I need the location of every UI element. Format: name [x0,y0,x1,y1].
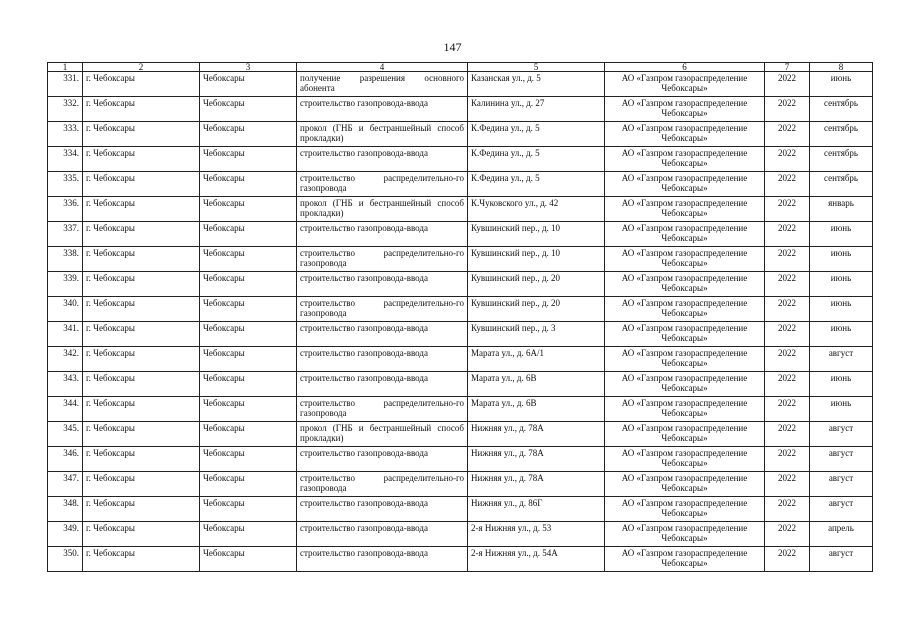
work-type-cell: строительство газопровода-ввода [297,447,468,472]
table-body [48,72,873,572]
year-cell: 2022 [765,297,810,322]
year-cell: 2022 [765,497,810,522]
work-type-cell: строительство газопровода-ввода [297,147,468,172]
work-type-cell: прокол (ГНБ и бестраншейный способ прокладки) [297,197,468,222]
column-number-row [48,63,873,72]
column-header: 6 [605,63,765,72]
district-cell: Чебоксары [200,122,297,147]
organization-cell: АО «Газпром газораспределение Чебоксары» [605,322,765,347]
organization-cell: АО «Газпром газораспределение Чебоксары» [605,447,765,472]
month-cell: июнь [810,322,873,347]
organization-cell: АО «Газпром газораспределение Чебоксары» [605,272,765,297]
organization-cell: АО «Газпром газораспределение Чебоксары» [605,397,765,422]
year-cell: 2022 [765,547,810,572]
organization-cell: АО «Газпром газораспределение Чебоксары» [605,72,765,97]
table-row [48,522,873,547]
table-row [48,547,873,572]
district-cell: Чебоксары [200,272,297,297]
work-type-cell: строительство газопровода-ввода [297,497,468,522]
month-cell: сентябрь [810,147,873,172]
year-cell: 2022 [765,322,810,347]
work-type-cell: строительство распределительно-го газопровода [297,297,468,322]
year-cell: 2022 [765,272,810,297]
address-cell: К.Федина ул., д. 5 [468,122,605,147]
district-cell: Чебоксары [200,147,297,172]
work-type-cell: строительство распределительно-го газопровода [297,172,468,197]
month-cell: август [810,347,873,372]
address-cell: Кувшинский пер., д. 20 [468,297,605,322]
row-number: 331. [48,72,83,97]
district-cell: Чебоксары [200,372,297,397]
year-cell: 2022 [765,147,810,172]
settlement-cell: г. Чебоксары [83,322,200,347]
month-cell: январь [810,197,873,222]
row-number: 335. [48,172,83,197]
district-cell: Чебоксары [200,347,297,372]
settlement-cell: г. Чебоксары [83,272,200,297]
table-row [48,397,873,422]
settlement-cell: г. Чебоксары [83,447,200,472]
address-cell: Нижняя ул., д. 78А [468,447,605,472]
row-number: 347. [48,472,83,497]
column-header: 2 [83,63,200,72]
month-cell: сентябрь [810,122,873,147]
organization-cell: АО «Газпром газораспределение Чебоксары» [605,172,765,197]
work-type-cell: строительство распределительно-го газопровода [297,247,468,272]
work-type-cell: прокол (ГНБ и бестраншейный способ прокладки) [297,122,468,147]
address-cell: 2-я Нижняя ул., д. 54А [468,547,605,572]
district-cell: Чебоксары [200,72,297,97]
month-cell: август [810,547,873,572]
settlement-cell: г. Чебоксары [83,72,200,97]
organization-cell: АО «Газпром газораспределение Чебоксары» [605,222,765,247]
column-header: 4 [297,63,468,72]
settlement-cell: г. Чебоксары [83,522,200,547]
table-row [48,272,873,297]
row-number: 345. [48,422,83,447]
organization-cell: АО «Газпром газораспределение Чебоксары» [605,97,765,122]
year-cell: 2022 [765,222,810,247]
address-cell: Казанская ул., д. 5 [468,72,605,97]
year-cell: 2022 [765,197,810,222]
district-cell: Чебоксары [200,297,297,322]
work-type-cell: строительство распределительно-го газопровода [297,472,468,497]
district-cell: Чебоксары [200,522,297,547]
organization-cell: АО «Газпром газораспределение Чебоксары» [605,347,765,372]
table-row [48,472,873,497]
district-cell: Чебоксары [200,322,297,347]
district-cell: Чебоксары [200,422,297,447]
work-type-cell: строительство газопровода-ввода [297,272,468,297]
month-cell: август [810,422,873,447]
settlement-cell: г. Чебоксары [83,247,200,272]
organization-cell: АО «Газпром газораспределение Чебоксары» [605,472,765,497]
row-number: 346. [48,447,83,472]
month-cell: июнь [810,272,873,297]
settlement-cell: г. Чебоксары [83,372,200,397]
address-cell: Кувшинский пер., д. 10 [468,222,605,247]
work-type-cell: строительство газопровода-ввода [297,347,468,372]
column-header: 3 [200,63,297,72]
table-row [48,322,873,347]
settlement-cell: г. Чебоксары [83,422,200,447]
settlement-cell: г. Чебоксары [83,397,200,422]
year-cell: 2022 [765,372,810,397]
month-cell: апрель [810,522,873,547]
settlement-cell: г. Чебоксары [83,172,200,197]
settlement-cell: г. Чебоксары [83,197,200,222]
row-number: 339. [48,272,83,297]
organization-cell: АО «Газпром газораспределение Чебоксары» [605,297,765,322]
month-cell: август [810,447,873,472]
column-header: 7 [765,63,810,72]
address-cell: Кувшинский пер., д. 10 [468,247,605,272]
district-cell: Чебоксары [200,97,297,122]
address-cell: К.Федина ул., д. 5 [468,172,605,197]
month-cell: июнь [810,297,873,322]
address-cell: Калинина ул., д. 27 [468,97,605,122]
settlement-cell: г. Чебоксары [83,497,200,522]
district-cell: Чебоксары [200,172,297,197]
district-cell: Чебоксары [200,497,297,522]
work-type-cell: строительство распределительно-го газопровода [297,397,468,422]
month-cell: июнь [810,72,873,97]
row-number: 332. [48,97,83,122]
table-row [48,447,873,472]
organization-cell: АО «Газпром газораспределение Чебоксары» [605,497,765,522]
table-row [48,422,873,447]
settlement-cell: г. Чебоксары [83,222,200,247]
address-cell: Марата ул., д. 6А/1 [468,347,605,372]
district-cell: Чебоксары [200,222,297,247]
address-cell: Нижняя ул., д. 86Г [468,497,605,522]
page-number: 147 [443,40,462,54]
month-cell: август [810,497,873,522]
district-cell: Чебоксары [200,547,297,572]
row-number: 336. [48,197,83,222]
month-cell: июнь [810,397,873,422]
settlement-cell: г. Чебоксары [83,147,200,172]
table-row [48,372,873,397]
work-type-cell: строительство газопровода-ввода [297,222,468,247]
settlement-cell: г. Чебоксары [83,472,200,497]
row-number: 334. [48,147,83,172]
month-cell: июнь [810,372,873,397]
settlement-cell: г. Чебоксары [83,297,200,322]
year-cell: 2022 [765,347,810,372]
work-type-cell: строительство газопровода-ввода [297,97,468,122]
table-row [48,197,873,222]
row-number: 341. [48,322,83,347]
settlement-cell: г. Чебоксары [83,122,200,147]
year-cell: 2022 [765,247,810,272]
month-cell: сентябрь [810,97,873,122]
table-row [48,297,873,322]
year-cell: 2022 [765,97,810,122]
address-cell: 2-я Нижняя ул., д. 53 [468,522,605,547]
table-row [48,172,873,197]
settlement-cell: г. Чебоксары [83,97,200,122]
work-type-cell: прокол (ГНБ и бестраншейный способ прокладки) [297,422,468,447]
row-number: 343. [48,372,83,397]
row-number: 333. [48,122,83,147]
year-cell: 2022 [765,122,810,147]
column-header: 8 [810,63,873,72]
address-cell: Марата ул., д. 6В [468,372,605,397]
table-row [48,97,873,122]
work-type-cell: строительство газопровода-ввода [297,522,468,547]
work-type-cell: строительство газопровода-ввода [297,372,468,397]
address-cell: К.Федина ул., д. 5 [468,147,605,172]
organization-cell: АО «Газпром газораспределение Чебоксары» [605,547,765,572]
work-type-cell: строительство газопровода-ввода [297,322,468,347]
row-number: 349. [48,522,83,547]
row-number: 338. [48,247,83,272]
table-row [48,72,873,97]
month-cell: июнь [810,247,873,272]
table-row [48,147,873,172]
settlement-cell: г. Чебоксары [83,547,200,572]
work-type-cell: получение разрешения основного абонента [297,72,468,97]
organization-cell: АО «Газпром газораспределение Чебоксары» [605,197,765,222]
year-cell: 2022 [765,522,810,547]
month-cell: июнь [810,222,873,247]
month-cell: сентябрь [810,172,873,197]
column-header: 5 [468,63,605,72]
work-type-cell: строительство газопровода-ввода [297,547,468,572]
address-cell: Нижняя ул., д. 78А [468,472,605,497]
address-cell: Кувшинский пер., д. 20 [468,272,605,297]
row-number: 337. [48,222,83,247]
table-row [48,347,873,372]
row-number: 344. [48,397,83,422]
district-cell: Чебоксары [200,447,297,472]
district-cell: Чебоксары [200,197,297,222]
row-number: 348. [48,497,83,522]
year-cell: 2022 [765,422,810,447]
settlement-cell: г. Чебоксары [83,347,200,372]
row-number: 340. [48,297,83,322]
table-row [48,247,873,272]
address-cell: Кувшинский пер., д. 3 [468,322,605,347]
month-cell: август [810,472,873,497]
organization-cell: АО «Газпром газораспределение Чебоксары» [605,422,765,447]
organization-cell: АО «Газпром газораспределение Чебоксары» [605,147,765,172]
year-cell: 2022 [765,172,810,197]
table-row [48,222,873,247]
district-cell: Чебоксары [200,247,297,272]
district-cell: Чебоксары [200,472,297,497]
column-header: 1 [48,63,83,72]
table-row [48,497,873,522]
address-cell: К.Чуковского ул., д. 42 [468,197,605,222]
organization-cell: АО «Газпром газораспределение Чебоксары» [605,522,765,547]
year-cell: 2022 [765,397,810,422]
gasification-table [47,62,873,572]
year-cell: 2022 [765,447,810,472]
district-cell: Чебоксары [200,397,297,422]
organization-cell: АО «Газпром газораспределение Чебоксары» [605,122,765,147]
organization-cell: АО «Газпром газораспределение Чебоксары» [605,247,765,272]
row-number: 350. [48,547,83,572]
organization-cell: АО «Газпром газораспределение Чебоксары» [605,372,765,397]
row-number: 342. [48,347,83,372]
address-cell: Марата ул., д. 6В [468,397,605,422]
address-cell: Нижняя ул., д. 78А [468,422,605,447]
year-cell: 2022 [765,72,810,97]
table-row [48,122,873,147]
year-cell: 2022 [765,472,810,497]
